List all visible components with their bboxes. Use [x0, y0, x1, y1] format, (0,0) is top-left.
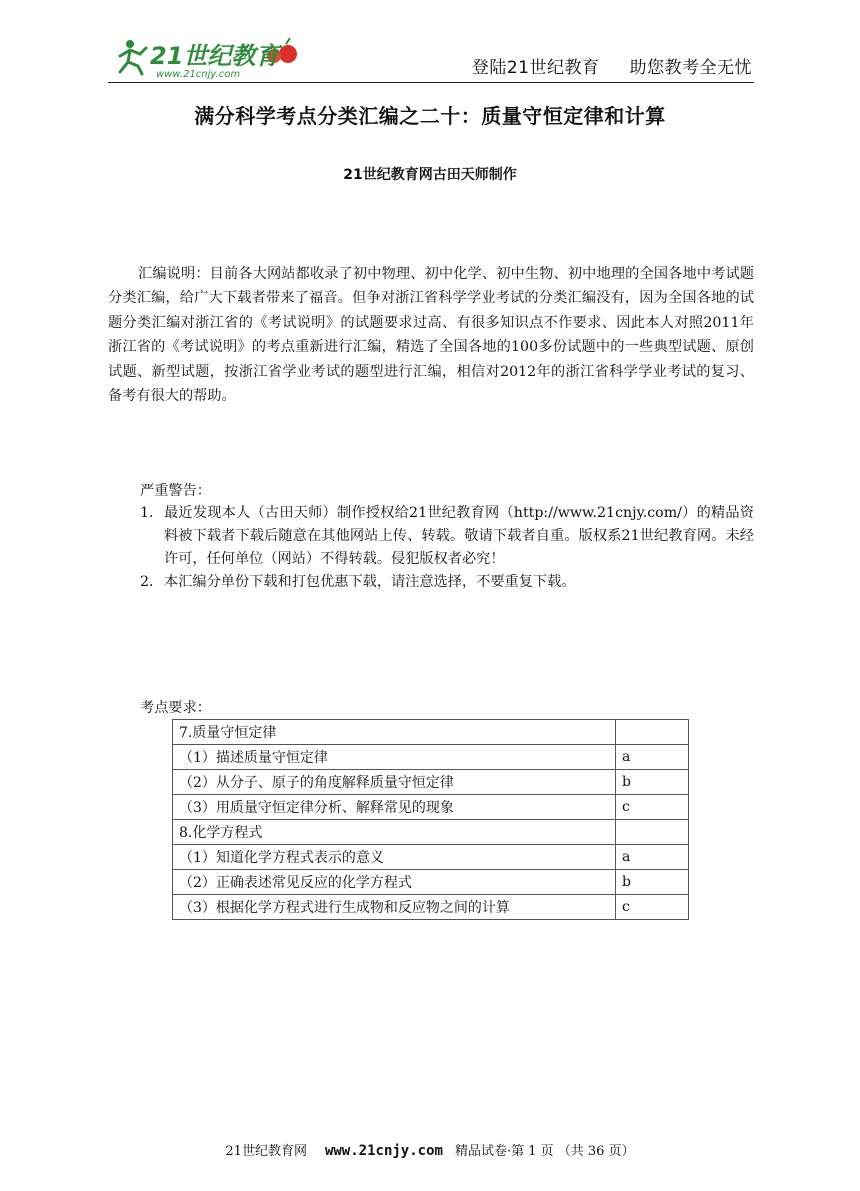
list-item [140, 571, 754, 594]
warning-heading: 严重警告： [140, 483, 211, 499]
table-cell-level: c [616, 895, 689, 920]
table-cell-item: （1）描述质量守恒定律 [173, 745, 616, 770]
list-number: 1． [140, 505, 164, 521]
logo-url: www.21cnjy.com [156, 69, 241, 80]
table-cell-item: （1）知道化学方程式表示的意义 [173, 845, 616, 870]
table-cell-level [616, 820, 689, 845]
table-row [173, 720, 689, 745]
list-text: 本汇编分单份下载和打包优惠下载，请注意选择，不要重复下载。 [164, 574, 576, 590]
table-row [173, 895, 689, 920]
footer-page-info: 精品试卷·第 1 页 （共 36 页） [454, 1144, 635, 1159]
table-cell-level: a [616, 845, 689, 870]
table-cell-level [616, 720, 689, 745]
running-figure-icon [120, 40, 146, 74]
page-footer [0, 1140, 860, 1159]
table-cell-level: a [616, 745, 689, 770]
list-number: 2． [140, 574, 164, 590]
table-cell-level: c [616, 795, 689, 820]
table-row [173, 870, 689, 895]
list-text: 最近发现本人（古田天师）制作授权给21世纪教育网（http://www.21cnjy.com/）的精品资料被下载者下载后随意在其他网站上传、转载。敬请下载者自重。版权系21世纪教育网。未经许可，任何单位（网站）不得转载。侵犯版权者必究！ [164, 505, 754, 567]
footer-site-link[interactable]: www.21cnjy.com [324, 1143, 443, 1159]
requirements-heading: 考点要求： [140, 700, 211, 716]
table-row [173, 770, 689, 795]
table-cell-item: （3）用质量守恒定律分析、解释常见的现象 [173, 795, 616, 820]
slogan-right: 助您教考全无忧 [629, 58, 752, 78]
author-line: 21世纪教育网古田天师制作 [343, 167, 517, 183]
table-row [173, 845, 689, 870]
table-row [173, 820, 689, 845]
table-cell-level: b [616, 770, 689, 795]
table-cell-level: b [616, 870, 689, 895]
table-cell-item: 8.化学方程式 [173, 820, 616, 845]
table-cell-item: 7.质量守恒定律 [173, 720, 616, 745]
table-row [173, 745, 689, 770]
requirements-table [172, 719, 689, 920]
page-header [108, 28, 754, 83]
slogan-left: 登陆21世纪教育 [471, 58, 600, 78]
site-logo [116, 34, 306, 80]
table-cell-item: （3）根据化学方程式进行生成物和反应物之间的计算 [173, 895, 616, 920]
table-cell-item: （2）从分子、原子的角度解释质量守恒定律 [173, 770, 616, 795]
footer-left: 21世纪教育网 [225, 1144, 307, 1159]
warning-list [140, 502, 754, 594]
table-cell-item: （2）正确表述常见反应的化学方程式 [173, 870, 616, 895]
list-item [140, 502, 754, 571]
intro-paragraph: 汇编说明：目前各大网站都收录了初中物理、初中化学、初中生物、初中地理的全国各地中考试题分类汇编，给广大下载者带来了福音。但争对浙江省科学学业考试的分类汇编没有，因为全国各地的试题分类汇编对浙江省的《考试说明》的试题要求过高、有很多知识点不作要求、因此本人对照2011年浙江省的《考试说明》的考点重新进行汇编，精选了全国各地的100多份试题中的一些典型试题、原创试题、新型试题，按浙江省学业考试的题型进行汇编，相信对2012年的浙江省科学学业考试的复习、备考有很大的帮助。 [108, 266, 754, 405]
header-slogan [472, 53, 752, 78]
table-row [173, 795, 689, 820]
logo-text: 21世纪教育 [150, 42, 280, 70]
document-title: 满分科学考点分类汇编之二十：质量守恒定律和计算 [194, 104, 666, 128]
